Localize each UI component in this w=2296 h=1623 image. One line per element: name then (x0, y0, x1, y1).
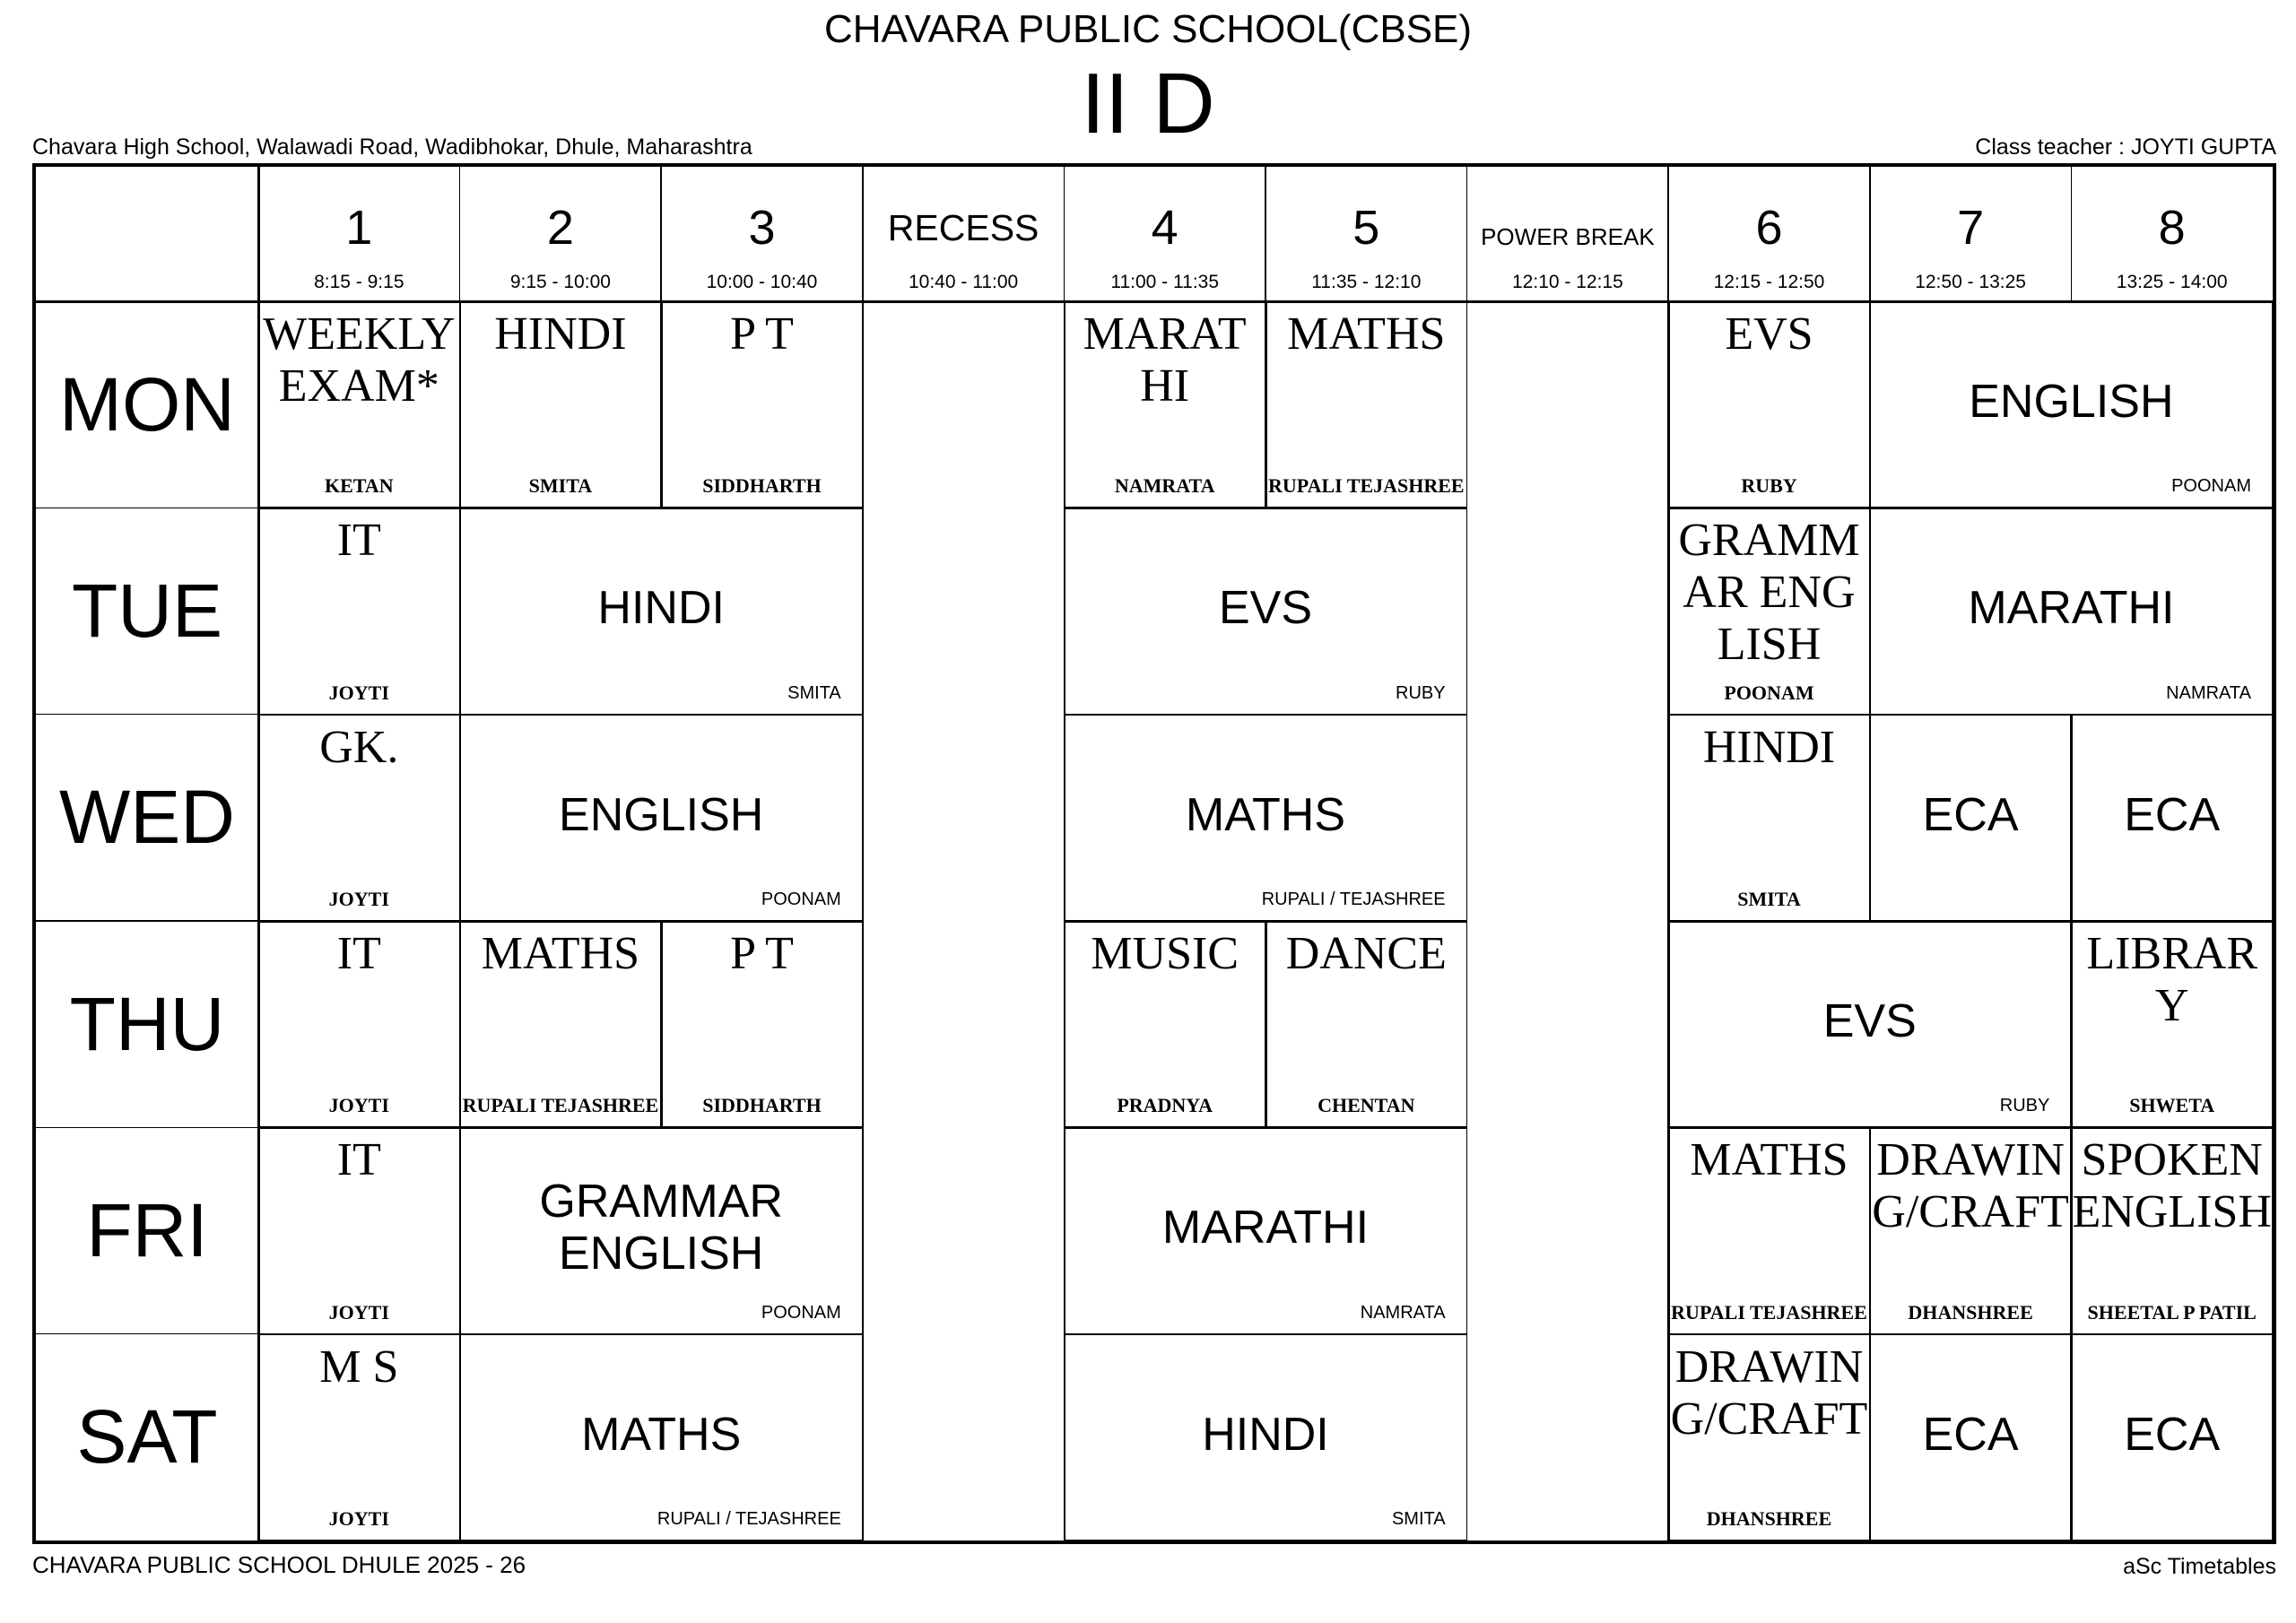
header-divider (1265, 167, 1266, 301)
cell-border (2272, 508, 2274, 714)
cell-border (1668, 508, 1870, 509)
lesson-cell[interactable] (258, 508, 460, 714)
lesson-subject: DRAWIN G/CRAFT (1670, 1341, 1868, 1445)
lesson-subject: SPOKEN ENGLISH (2072, 1134, 2272, 1238)
lesson-subject: EVS (1725, 308, 1813, 360)
header-divider (862, 167, 864, 301)
lesson-subject: DANCE (1285, 928, 1447, 979)
period-header (258, 167, 460, 301)
header-divider (1667, 167, 1669, 301)
lesson-cell[interactable] (1668, 1127, 1870, 1333)
cell-border (460, 1540, 863, 1541)
lesson-subject: P T (730, 308, 794, 360)
break-divider (1667, 301, 1669, 1541)
lesson-subject: HINDI (597, 582, 725, 635)
lesson-teacher: DHANSHREE (1706, 1506, 1832, 1530)
period-number: 2 (546, 201, 574, 255)
day-row-divider (36, 1127, 258, 1129)
footer-school-year: CHAVARA PUBLIC SCHOOL DHULE 2025 - 26 (32, 1551, 526, 1578)
day-label-fri: FRI (86, 1187, 208, 1272)
lesson-subject: ENGLISH (559, 788, 764, 841)
header-divider (1869, 167, 1871, 301)
lesson-cell[interactable] (1668, 921, 2071, 1127)
lesson-subject: GK. (319, 721, 399, 773)
lesson-cell[interactable] (1870, 1127, 2072, 1333)
lesson-teacher: SMITA (1391, 1508, 1446, 1529)
cell-border (1668, 715, 1870, 716)
lesson-teacher: JOYTI (328, 681, 389, 704)
lesson-subject: EVS (1218, 582, 1313, 635)
lesson-teacher: CHENTAN (1318, 1094, 1415, 1117)
lesson-subject: DRAWIN G/CRAFT (1872, 1134, 2069, 1238)
day-row-divider (36, 920, 258, 922)
period-number: 3 (748, 201, 776, 255)
cell-border (2272, 921, 2274, 1127)
period-time: 12:50 - 13:25 (1915, 272, 2026, 292)
lesson-subject: HINDI (1202, 1408, 1329, 1461)
period-time: 12:15 - 12:50 (1713, 272, 1825, 292)
lesson-teacher: NAMRATA (2166, 682, 2251, 703)
cell-border (1870, 1334, 1872, 1541)
day-label-wed: WED (59, 775, 235, 860)
break-divider (862, 301, 864, 1541)
period-time: 10:40 - 11:00 (908, 272, 1019, 292)
lesson-cell[interactable] (460, 508, 863, 714)
lesson-subject: EVS (1822, 995, 1917, 1048)
cell-border (1265, 921, 1467, 923)
cell-border (460, 508, 462, 714)
period-header (1064, 167, 1265, 301)
lesson-cell[interactable] (1064, 715, 1466, 921)
lesson-subject: MARATHI (1968, 582, 2175, 635)
lesson-teacher: SHWETA (2129, 1094, 2215, 1117)
lesson-subject: MATHS (1690, 1134, 1848, 1186)
lesson-subject: MATHS (1287, 308, 1446, 360)
cell-border (1870, 1334, 2072, 1336)
cell-border (2272, 1334, 2274, 1541)
header-divider (2071, 167, 2073, 301)
lesson-teacher: JOYTI (328, 887, 389, 910)
cell-border (2071, 1334, 2273, 1336)
header-bottom-divider (36, 300, 2273, 303)
lesson-teacher: JOYTI (328, 1506, 389, 1530)
class-name: II D (1081, 56, 1215, 152)
lesson-cell[interactable] (1064, 1334, 1466, 1541)
lesson-cell[interactable] (1668, 508, 1870, 714)
lesson-subject: MARAT HI (1083, 308, 1247, 412)
timetable-grid (32, 163, 2276, 1544)
cell-border (460, 1334, 462, 1541)
header-divider (660, 167, 662, 301)
lesson-teacher: PRADNYA (1117, 1094, 1213, 1117)
lesson-subject: IT (336, 515, 381, 567)
cell-border (1870, 1540, 2072, 1541)
lesson-teacher: JOYTI (328, 1300, 389, 1324)
period-header (1265, 167, 1467, 301)
cell-border (258, 715, 460, 716)
lesson-cell[interactable] (460, 301, 662, 508)
day-row-divider (36, 1333, 258, 1335)
header-divider (1064, 167, 1065, 301)
cell-border (460, 1334, 863, 1336)
period-number: 6 (1755, 201, 1783, 255)
lesson-teacher: SMITA (528, 474, 593, 498)
lesson-cell[interactable] (258, 1127, 460, 1333)
lesson-cell[interactable] (1265, 301, 1467, 508)
lesson-teacher: RUBY (1741, 474, 1797, 498)
header-divider (459, 167, 461, 301)
period-header (460, 167, 662, 301)
cell-border (2272, 715, 2274, 921)
lesson-cell[interactable] (2071, 1127, 2273, 1333)
cell-border (258, 1540, 460, 1541)
cell-border (1668, 1334, 1870, 1336)
period-header (1668, 167, 1870, 301)
lesson-cell[interactable] (1668, 301, 1870, 508)
period-number: 5 (1352, 201, 1380, 255)
lesson-subject: ECA (1922, 788, 2019, 841)
cell-border (460, 1127, 462, 1333)
cell-border (1668, 1540, 1870, 1541)
lesson-teacher: JOYTI (328, 1094, 389, 1117)
break-header (1467, 167, 1669, 301)
cell-border (460, 301, 462, 508)
lesson-subject: M S (319, 1341, 399, 1393)
lesson-teacher: RUPALI TEJASHREE (1671, 1300, 1867, 1324)
cell-border (1265, 301, 1267, 508)
cell-border (1064, 715, 1466, 716)
lesson-subject: MARATHI (1161, 1202, 1370, 1254)
lesson-cell[interactable] (1064, 508, 1466, 714)
cell-border (2071, 1127, 2273, 1129)
cell-border (1870, 715, 1872, 921)
lesson-cell[interactable] (1064, 921, 1265, 1127)
cell-border (1870, 1127, 1872, 1333)
lesson-subject: IT (336, 1134, 381, 1186)
lesson-cell[interactable] (1870, 301, 2273, 508)
lesson-subject: LIBRAR Y (2086, 928, 2258, 1031)
period-time: 9:15 - 10:00 (509, 272, 611, 292)
period-number: 4 (1151, 201, 1178, 255)
footer-software: aSc Timetables (2123, 1554, 2276, 1579)
day-label-thu: THU (69, 981, 225, 1066)
lesson-subject: MUSIC (1091, 928, 1239, 979)
cell-border (2071, 921, 2273, 923)
lesson-subject: IT (336, 928, 381, 979)
cell-border (2071, 1127, 2073, 1333)
cell-border (258, 1334, 460, 1336)
lesson-subject: ENGLISH (1969, 376, 2174, 429)
break-header (863, 167, 1065, 301)
lesson-cell[interactable] (1064, 301, 1265, 508)
lesson-teacher: DHANSHREE (1908, 1300, 2033, 1324)
period-number: 1 (345, 201, 373, 255)
lesson-cell[interactable] (460, 715, 863, 921)
lesson-teacher: KETAN (324, 474, 394, 498)
lesson-subject: ECA (2124, 1408, 2221, 1461)
cell-border (1064, 921, 1265, 923)
cell-border (1870, 715, 2072, 716)
period-number: 7 (1957, 201, 1985, 255)
period-number: 8 (2158, 201, 2186, 255)
school-address: Chavara High School, Walawadi Road, Wadibhokar, Dhule, Maharashtra (32, 135, 752, 160)
lesson-teacher: SMITA (787, 682, 841, 703)
cell-border (1668, 1127, 1870, 1129)
lesson-teacher: RUPALI TEJASHREE (462, 1094, 659, 1117)
lesson-teacher: RUPALI / TEJASHREE (657, 1508, 841, 1529)
lesson-teacher: SHEETAL P PATIL (2087, 1300, 2257, 1324)
lesson-teacher: SIDDHARTH (702, 1094, 822, 1117)
break-divider (1064, 301, 1065, 1541)
period-header (1870, 167, 2072, 301)
lesson-teacher: NAMRATA (1114, 474, 1215, 498)
cell-border (460, 715, 462, 921)
lesson-cell[interactable] (1668, 715, 1870, 921)
cell-border (460, 921, 462, 1127)
cell-border (2272, 1127, 2274, 1333)
day-label-mon: MON (59, 361, 235, 447)
cell-border (1870, 301, 1872, 508)
school-title: CHAVARA PUBLIC SCHOOL(CBSE) (823, 7, 1473, 51)
lesson-subject: ECA (2124, 788, 2221, 841)
cell-border (661, 921, 863, 923)
lesson-teacher: RUPALI TEJASHREE (1267, 474, 1465, 498)
lesson-cell[interactable] (460, 1334, 863, 1541)
period-time: 11:00 - 11:35 (1110, 272, 1220, 292)
cell-border (2071, 921, 2073, 1127)
lesson-subject: GRAMM AR ENG LISH (1678, 515, 1860, 671)
header-divider (1466, 167, 1468, 301)
cell-border (2272, 301, 2274, 508)
cell-border (1064, 1540, 1466, 1541)
lesson-subject: P T (730, 928, 794, 979)
lesson-cell[interactable] (258, 921, 460, 1127)
lesson-subject: GRAMMAR ENGLISH (539, 1176, 783, 1280)
lesson-subject: HINDI (1702, 721, 1836, 773)
cell-border (2071, 1334, 2073, 1541)
lesson-cell[interactable] (2071, 921, 2273, 1127)
period-time: 13:25 - 14:00 (2116, 272, 2228, 292)
period-time: 8:15 - 9:15 (314, 272, 404, 292)
cell-border (258, 508, 460, 509)
lesson-cell[interactable] (1265, 921, 1467, 1127)
cell-border (258, 921, 460, 923)
day-label-sat: SAT (76, 1394, 218, 1480)
lesson-subject: ECA (1922, 1408, 2019, 1461)
cell-border (2071, 715, 2073, 921)
lesson-teacher: RUPALI / TEJASHREE (1261, 889, 1446, 909)
lesson-cell[interactable] (460, 921, 662, 1127)
lesson-teacher: POONAM (2171, 476, 2251, 497)
lesson-teacher: NAMRATA (1360, 1302, 1446, 1323)
lesson-cell[interactable] (258, 715, 460, 921)
cell-border (661, 921, 663, 1127)
lesson-teacher: SMITA (1737, 887, 1801, 910)
lesson-subject: WEEKLY EXAM* (263, 308, 456, 412)
cell-border (1064, 1334, 1466, 1336)
cell-border (460, 1127, 863, 1129)
cell-border (460, 508, 863, 509)
cell-border (1668, 921, 2071, 923)
day-label-tue: TUE (72, 568, 222, 653)
lesson-cell[interactable] (258, 1334, 460, 1541)
lesson-cell[interactable] (1870, 508, 2273, 714)
cell-border (1265, 921, 1267, 1127)
lesson-cell[interactable] (2071, 1334, 2273, 1541)
lesson-cell[interactable] (1064, 1127, 1466, 1333)
cell-border (2071, 1540, 2273, 1541)
lesson-teacher: POONAM (1724, 681, 1814, 704)
cell-border (1870, 508, 2273, 509)
period-header (661, 167, 863, 301)
lesson-teacher: SIDDHARTH (702, 474, 822, 498)
break-divider (1466, 301, 1468, 1541)
period-header (2071, 167, 2273, 301)
lesson-teacher: RUBY (1396, 682, 1446, 703)
lesson-teacher: RUBY (1999, 1096, 2050, 1116)
lesson-cell[interactable] (460, 1127, 863, 1333)
cell-border (258, 1127, 460, 1129)
day-row-divider (36, 714, 258, 716)
day-row-divider (36, 508, 258, 509)
cell-border (1064, 1127, 1466, 1129)
lesson-cell[interactable] (1870, 1334, 2072, 1541)
period-time: 10:00 - 10:40 (706, 272, 818, 292)
lesson-cell[interactable] (1870, 715, 2072, 921)
cell-border (1064, 508, 1466, 509)
lesson-teacher: POONAM (761, 1302, 841, 1323)
cell-border (1870, 508, 1872, 714)
cell-border (2071, 715, 2273, 716)
cell-border (1870, 1127, 2072, 1129)
break-label: RECESS (887, 207, 1039, 248)
lesson-cell[interactable] (661, 301, 863, 508)
lesson-subject: HINDI (494, 308, 627, 360)
break-label: POWER BREAK (1481, 223, 1655, 250)
lesson-cell[interactable] (258, 301, 460, 508)
cell-border (661, 301, 663, 508)
lesson-cell[interactable] (661, 921, 863, 1127)
period-time: 11:35 - 12:10 (1311, 272, 1422, 292)
lesson-subject: MATHS (1185, 788, 1346, 841)
lesson-subject: MATHS (581, 1408, 742, 1461)
lesson-subject: MATHS (481, 928, 640, 979)
cell-border (460, 715, 863, 716)
class-teacher: Class teacher : JOYTI GUPTA (1975, 135, 2276, 160)
lesson-teacher: POONAM (761, 889, 841, 909)
lesson-cell[interactable] (2071, 715, 2273, 921)
lesson-cell[interactable] (1668, 1334, 1870, 1541)
cell-border (460, 921, 662, 923)
period-time: 12:10 - 12:15 (1512, 272, 1623, 292)
